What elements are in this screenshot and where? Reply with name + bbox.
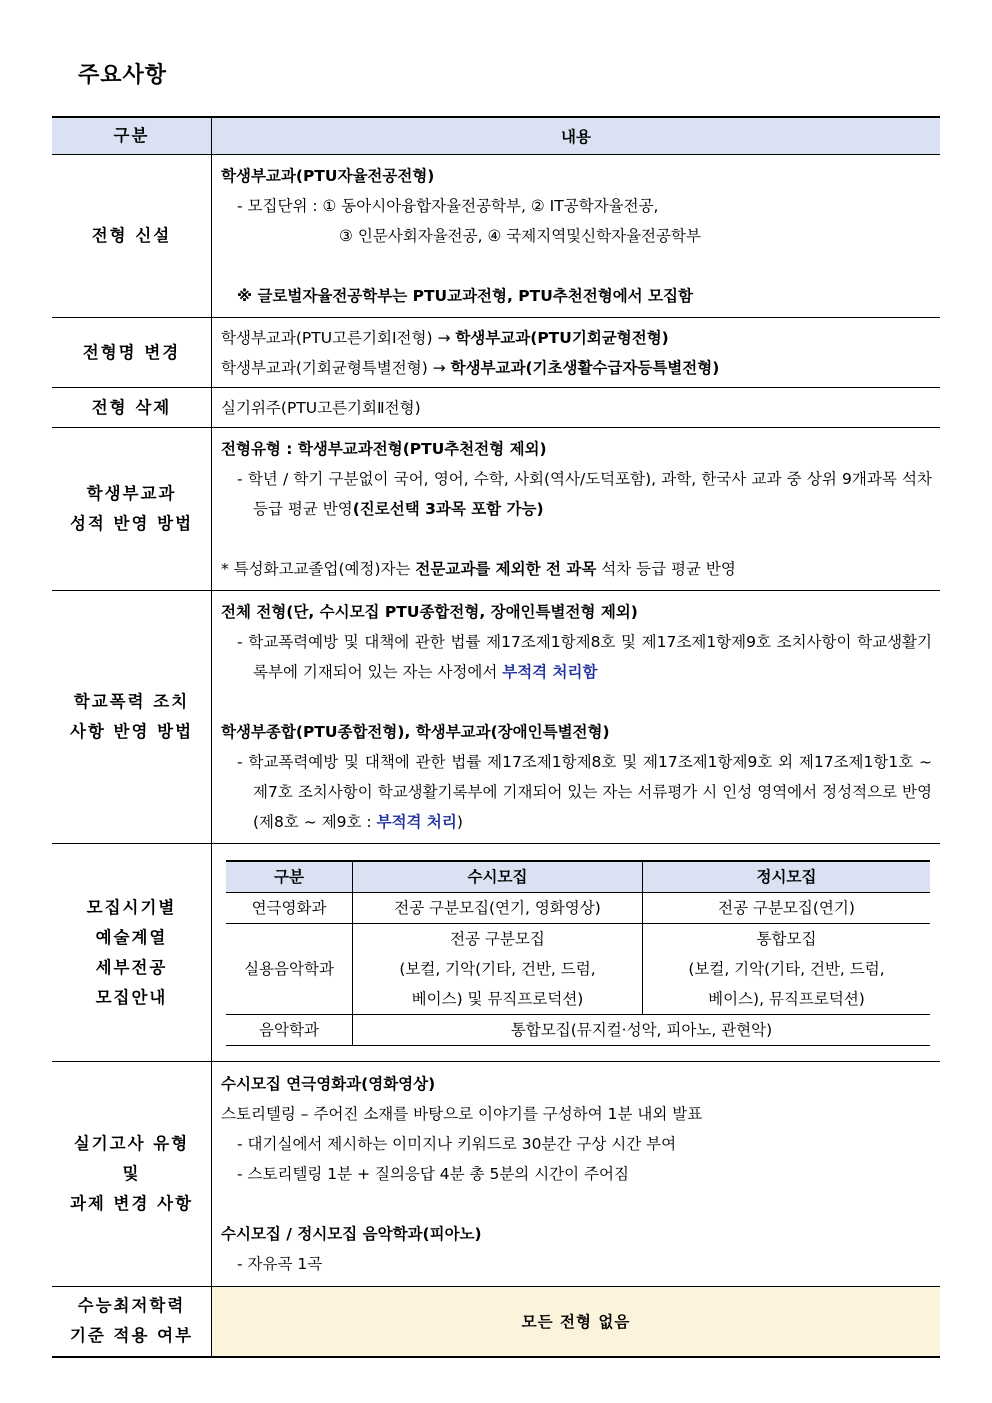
content-new-admission — [212, 155, 941, 318]
arts-row2-susi-line2: (보컬, 기악(기타, 건반, 드럼, — [399, 959, 596, 978]
violence-title2: 학생부종합(PTU종합전형), 학생부교과(장애인특별전형) — [221, 723, 610, 741]
arts-row3-name: 음악학과 — [226, 1014, 353, 1045]
label-grades-line1: 학생부교과 — [86, 484, 177, 503]
violence-bullet2-highlight: 부적격 처리 — [376, 813, 457, 831]
grades-note-bold: 전문교과를 제외한 전 과목 — [415, 560, 597, 578]
violence-bullet2-close: ) — [456, 813, 463, 831]
label-delete: 전형 삭제 — [52, 388, 212, 428]
header-category: 구분 — [52, 117, 212, 155]
new-admission-note: ※ 글로벌자율전공학부는 PTU교과전형, PTU추천전형에서 모집함 — [237, 287, 693, 305]
grades-bullet — [221, 464, 932, 524]
row-arts — [52, 844, 940, 1062]
label-csat-line2: 기준 적용 여부 — [69, 1326, 194, 1346]
rename-line1 — [221, 323, 932, 353]
table-row — [226, 1014, 930, 1045]
grades-bullet-text: - 학년 / 학기 구분없이 국어, 영어, 수학, 사회(역사/도덕포함), 과학, 한국사 교과 중 상위 9개과목 석차 등급 평균 반영 — [237, 470, 932, 518]
label-practical-line2: 및 — [122, 1164, 141, 1183]
row-violence — [52, 591, 940, 844]
violence-bullet1-text: - 학교폭력예방 및 대책에 관한 법률 제17조제1항제8호 및 제17조제1항제9호 조치사항이 학교생활기록부에 기재되어 있는 자는 사정에서 — [237, 633, 932, 681]
practical-line2: - 대기실에서 제시하는 이미지나 키워드로 30분간 구상 시간 부여 — [237, 1135, 677, 1153]
arts-row2-susi-line3: 베이스) 및 뮤직프로덕션) — [411, 989, 584, 1008]
arts-subtable — [226, 860, 930, 1046]
grades-title: 전형유형 : 학생부교과전형(PTU추천전형 제외) — [221, 440, 547, 458]
label-violence-line1: 학교폭력 조치 — [73, 692, 190, 711]
row-delete — [52, 388, 940, 428]
label-practical-line1: 실기고사 유형 — [73, 1134, 190, 1153]
rename-line2-from: 학생부교과(기회균형특별전형) → — [221, 358, 451, 377]
grades-note-c: 석차 등급 평균 반영 — [596, 560, 736, 578]
arts-row2-susi-line1: 전공 구분모집 — [450, 929, 545, 948]
violence-bullet2-text: - 학교폭력예방 및 대책에 관한 법률 제17조제1항제8호 및 제17조제1항제9호 외 제17조제1항1호 ~ 제7호 조치사항이 학교생활기록부에 기재되어 있는 자는 서류평가 시 인성 영역에서 정성적으로 반영(제8호 ~ 제9호 : — [237, 753, 932, 831]
table-row — [226, 892, 930, 923]
row-grades — [52, 428, 940, 591]
delete-text: 실기위주(PTU고른기회Ⅱ전형) — [212, 388, 941, 428]
violence-title1: 전체 전형(단, 수시모집 PTU종합전형, 장애인특별전형 제외) — [221, 603, 638, 621]
arts-row2-susi — [353, 923, 643, 1014]
table-header-row — [52, 117, 940, 155]
practical-line4: - 자유곡 1곡 — [237, 1255, 323, 1273]
arts-row1-jeongsi: 전공 구분모집(연기) — [643, 892, 931, 923]
grades-bullet-bold: (진로선택 3과목 포함 가능) — [352, 500, 544, 518]
row-rename — [52, 318, 940, 388]
content-violence — [212, 591, 941, 844]
new-admission-title: 학생부교과(PTU자율전공전형) — [221, 167, 435, 185]
violence-bullet1-highlight: 부적격 처리함 — [502, 663, 598, 681]
label-grades — [52, 428, 212, 591]
rename-line2 — [221, 353, 932, 383]
arts-header-row — [226, 861, 930, 893]
header-content: 내용 — [212, 117, 941, 155]
row-csat — [52, 1287, 940, 1357]
arts-header-jeongsi: 정시모집 — [643, 861, 931, 893]
row-practical — [52, 1062, 940, 1287]
rename-line1-from: 학생부교과(PTU고른기회Ⅰ전형) → — [221, 328, 456, 347]
row-new-admission — [52, 155, 940, 318]
label-violence-line2: 사항 반영 방법 — [69, 722, 194, 741]
new-admission-line1: - 모집단위 : ① 동아시아융합자율전공학부, ② IT공학자율전공, — [237, 197, 659, 215]
label-arts-line2: 예술계열 — [95, 927, 168, 947]
practical-line3: - 스토리텔링 1분 + 질의응답 4분 총 5분의 시간이 주어짐 — [237, 1165, 629, 1183]
label-arts-line1: 모집시기별 — [86, 897, 177, 917]
violence-bullet1 — [221, 627, 932, 687]
arts-row1-name: 연극영화과 — [226, 892, 353, 923]
table-row — [226, 923, 930, 1014]
arts-row2-name: 실용음악학과 — [226, 923, 353, 1014]
violence-bullet2 — [221, 747, 932, 837]
practical-title1: 수시모집 연극영화과(영화영상) — [221, 1075, 436, 1093]
content-arts — [212, 844, 941, 1062]
csat-text: 모든 전형 없음 — [212, 1287, 941, 1357]
label-csat — [52, 1287, 212, 1357]
rename-line1-to: 학생부교과(PTU기회균형전형) — [455, 328, 669, 347]
arts-row2-jeongsi-line2: (보컬, 기악(기타, 건반, 드럼, — [688, 959, 885, 978]
arts-row2-jeongsi — [643, 923, 931, 1014]
label-violence — [52, 591, 212, 844]
grades-note — [221, 554, 932, 584]
label-grades-line2: 성적 반영 방법 — [69, 514, 194, 533]
label-practical — [52, 1062, 212, 1287]
label-arts-line4: 모집안내 — [95, 987, 168, 1007]
practical-line1: 스토리텔링 – 주어진 소재를 바탕으로 이야기를 구성하여 1분 내외 발표 — [221, 1105, 703, 1123]
label-csat-line1: 수능최저학력 — [77, 1296, 186, 1316]
label-arts-line3: 세부전공 — [95, 957, 168, 977]
arts-row2-jeongsi-line3: 베이스), 뮤직프로덕션) — [708, 989, 865, 1008]
admission-summary-table — [52, 116, 940, 1358]
label-rename: 전형명 변경 — [52, 318, 212, 388]
arts-row3-all: 통합모집(뮤지컬·성악, 피아노, 관현악) — [353, 1014, 931, 1045]
rename-line2-to: 학생부교과(기초생활수급자등특별전형) — [450, 358, 720, 377]
content-practical — [212, 1062, 941, 1287]
grades-note-a: * 특성화고교졸업(예정)자는 — [221, 560, 416, 578]
arts-row1-susi: 전공 구분모집(연기, 영화영상) — [353, 892, 643, 923]
label-new-admission: 전형 신설 — [52, 155, 212, 318]
arts-header-category: 구분 — [226, 861, 353, 893]
practical-title2: 수시모집 / 정시모집 음악학과(피아노) — [221, 1225, 482, 1243]
content-rename — [212, 318, 941, 388]
new-admission-line2: ③ 인문사회자율전공, ④ 국제지역및신학자율전공학부 — [339, 227, 701, 245]
label-practical-line3: 과제 변경 사항 — [69, 1194, 194, 1213]
page-title: 주요사항 — [78, 63, 168, 88]
arts-row2-jeongsi-line1: 통합모집 — [756, 929, 817, 948]
arts-header-susi: 수시모집 — [353, 861, 643, 893]
label-arts — [52, 844, 212, 1062]
content-grades — [212, 428, 941, 591]
